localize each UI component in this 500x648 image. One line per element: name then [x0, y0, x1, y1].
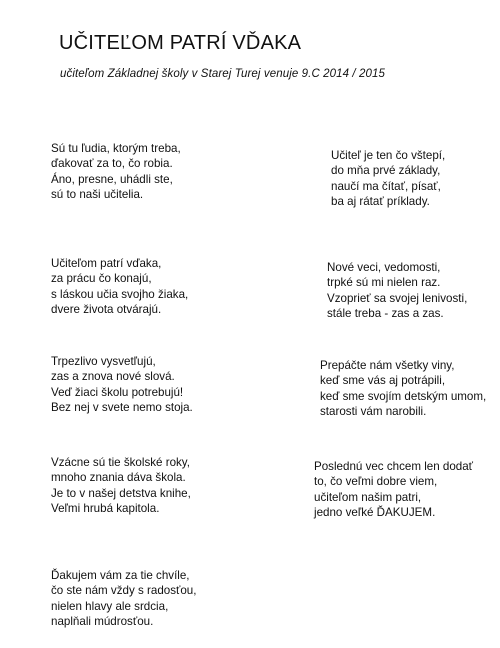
stanza-line: ďakovať za to, čo robia.	[51, 157, 173, 171]
dedication-subtitle: učiteľom Základnej školy v Starej Turej venuje 9.C 2014 / 2015	[60, 68, 385, 80]
stanza-line: nielen hlavy ale srdcia,	[51, 599, 169, 613]
stanza-line: Bez nej v svete nemo stoja.	[51, 400, 193, 414]
stanza-1	[51, 141, 181, 202]
stanza-3	[51, 354, 193, 415]
stanza-line: Veď žiaci školu potrebujú!	[51, 385, 184, 399]
stanza-line: dvere života otvárajú.	[51, 302, 162, 316]
stanza-4	[51, 455, 191, 516]
stanza-line: Učiteľom patrí vďaka,	[51, 257, 162, 270]
stanza-line: Je to v našej detstva knihe,	[51, 486, 191, 500]
stanza-line: Veľmi hrubá kapitola.	[51, 501, 160, 515]
stanza-line: zas a znova nové slová.	[51, 370, 175, 384]
stanza-line: Vzácne sú tie školské roky,	[51, 456, 190, 469]
stanza-9	[314, 459, 473, 520]
stanza-6	[331, 148, 445, 209]
stanza-line: trpké sú mi nielen raz.	[327, 276, 441, 290]
stanza-line: mnoho znania dáva škola.	[51, 471, 186, 485]
stanza-line: za prácu čo konajú,	[51, 272, 152, 286]
stanza-line: Učiteľ je ten čo vštepí,	[331, 149, 446, 162]
stanza-line: stále treba - zas a zas.	[327, 306, 444, 320]
stanza-line: starosti vám narobili.	[320, 404, 427, 418]
stanza-line: do mňa prvé základy,	[331, 164, 441, 178]
stanza-line: Trpezlivo vysvetľujú,	[51, 355, 156, 368]
stanza-line: keď sme vás aj potrápili,	[320, 374, 446, 388]
stanza-7	[327, 260, 467, 321]
stanza-line: jedno veľké ĎAKUJEM.	[314, 505, 436, 519]
stanza-line: Vzoprieť sa svojej lenivosti,	[327, 291, 468, 305]
stanza-line: Áno, presne, uhádli ste,	[51, 172, 173, 186]
stanza-line: Nové veci, vedomosti,	[327, 261, 441, 274]
stanza-line: Prepáčte nám všetky viny,	[320, 359, 455, 372]
page-title: UČITEĽOM PATRÍ VĎAKA	[59, 32, 302, 54]
stanza-2	[51, 256, 188, 317]
stanza-line: naplňali múdrosťou.	[51, 614, 154, 628]
stanza-line: naučí ma čítať, písať,	[331, 179, 441, 193]
stanza-8	[320, 358, 486, 419]
stanza-line: to, čo veľmi dobre viem,	[314, 475, 438, 489]
stanza-line: ba aj rátať príklady.	[331, 194, 430, 208]
stanza-line: učiteľom našim patri,	[314, 490, 422, 504]
stanza-line: Sú tu ľudia, ktorým treba,	[51, 142, 181, 155]
stanza-line: čo ste nám vždy s radosťou,	[51, 584, 197, 598]
stanza-line: keď sme svojím detským umom,	[320, 389, 487, 403]
stanza-line: Ďakujem vám za tie chvíle,	[51, 569, 190, 582]
stanza-5	[51, 568, 196, 629]
stanza-line: sú to naši učitelia.	[51, 187, 144, 201]
stanza-line: s láskou učia svojho žiaka,	[51, 287, 189, 301]
stanza-line: Poslednú vec chcem len dodať	[314, 460, 474, 473]
